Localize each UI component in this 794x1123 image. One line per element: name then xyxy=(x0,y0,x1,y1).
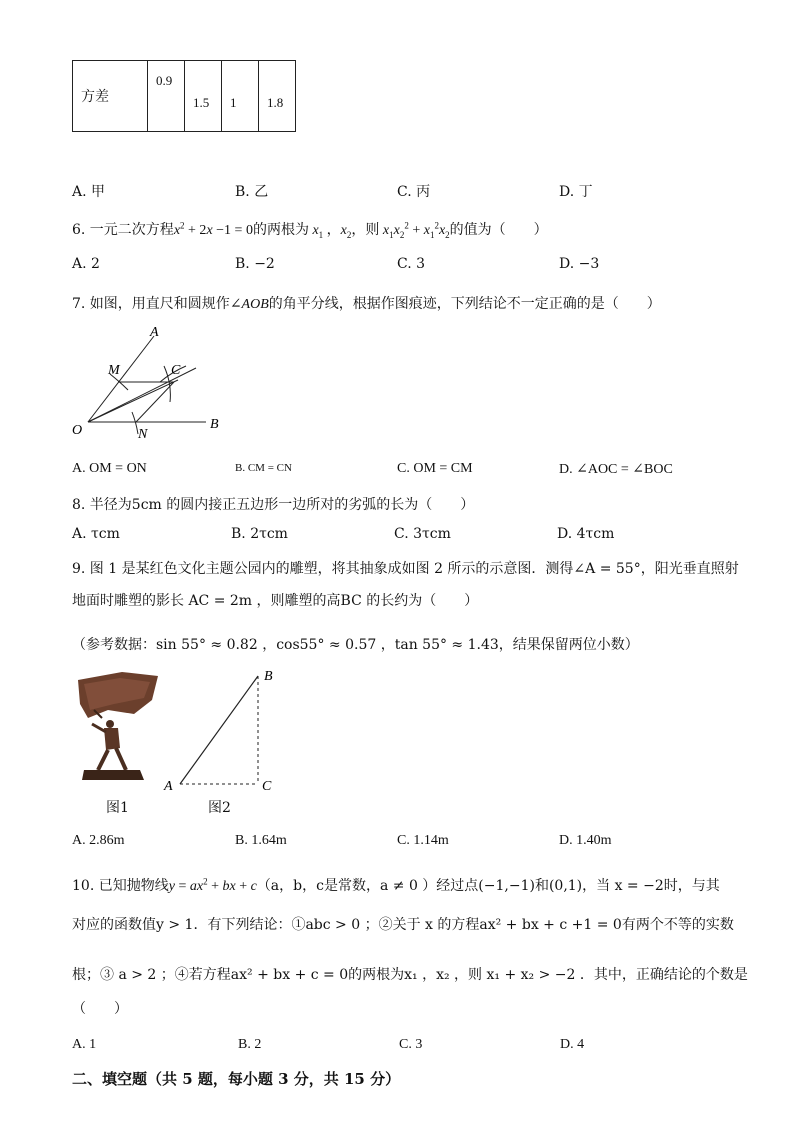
variance-table xyxy=(72,60,296,132)
q6-suffix: 的值为（ ） xyxy=(449,222,548,238)
q6-option-d[interactable]: D. −3 xyxy=(559,256,600,272)
sculpture-image xyxy=(74,670,160,784)
q7-option-c[interactable]: C. OM = CM xyxy=(397,461,473,476)
table-cell: 1 xyxy=(222,61,259,132)
label-a: A xyxy=(164,779,173,794)
q10-line1: 10. 已知抛物线$y = ax^2$ + bx + c（a，b，c是常数，a ≠ 0 ）经过点(−1,−1)和(0,1)，当 x = −2时，与其 xyxy=(72,876,720,894)
label-c: C xyxy=(171,363,181,378)
q10-line2: 对应的函数值y > 1．有下列结论：①abc > 0 ；②关于 x 的方程ax² + bx + c +1 = 0有两个不等的实数 xyxy=(72,917,734,933)
triangle-figure xyxy=(160,664,284,798)
q6-option-c[interactable]: C. 3 xyxy=(397,256,426,272)
table-cell: 1.8 xyxy=(259,61,296,132)
q10-line1b: （a，b，c是常数，a ≠ 0 ）经过点(−1,−1)和(0,1)，当 x = −2时，与其 xyxy=(256,878,720,894)
q8-option-a[interactable]: A. τcm xyxy=(72,526,120,542)
q7-angle: ∠AOB xyxy=(229,297,269,312)
q6-option-a[interactable]: A. 2 xyxy=(72,256,100,272)
q9-reference-data: （参考数据：sin 55° ≈ 0.82 ，cos55° ≈ 0.57 ，tan 55° ≈ 1.43，结果保留两位小数） xyxy=(72,637,639,653)
label-c: C xyxy=(262,779,272,794)
q10-option-b[interactable]: B. 2 xyxy=(238,1037,262,1052)
q5-option-d[interactable]: D. 丁 xyxy=(559,184,593,200)
q5-option-b[interactable]: B. 乙 xyxy=(235,184,269,200)
q9-line2: 地面时雕塑的影长 AC = 2m ，则雕塑的高BC 的长约为（ ） xyxy=(72,593,479,609)
q7-option-a[interactable]: A. OM = ON xyxy=(72,461,147,476)
ray-oa xyxy=(88,336,154,422)
q9-option-b[interactable]: B. 1.64m xyxy=(235,833,287,848)
label-b: B xyxy=(210,417,219,432)
label-n: N xyxy=(138,427,148,442)
q7-option-b[interactable]: B. CM = CN xyxy=(235,462,292,474)
table-label: 方差 xyxy=(73,61,148,132)
q8-stem: 8. 半径为5cm 的圆内接正五边形一边所对的劣弧的长为（ ） xyxy=(72,497,475,513)
q8-option-c[interactable]: C. 3τcm xyxy=(394,526,451,542)
q9-option-a[interactable]: A. 2.86m xyxy=(72,833,125,848)
label-m: M xyxy=(108,363,120,378)
q6-mid2: ，则 xyxy=(351,222,380,238)
label-a: A xyxy=(150,325,159,340)
q5-option-c[interactable]: C. 丙 xyxy=(397,184,431,200)
section-heading: 二、填空题（共 5 题，每小题 3 分，共 15 分） xyxy=(72,1070,401,1088)
q9-option-c[interactable]: C. 1.14m xyxy=(397,833,449,848)
q10-line1a: 10. 已知抛物线 xyxy=(72,878,169,894)
q5-option-a[interactable]: A. 甲 xyxy=(72,184,106,200)
table-cell: 1.5 xyxy=(185,61,222,132)
label-o: O xyxy=(72,423,83,438)
label-b: B xyxy=(264,669,273,684)
q7-option-d[interactable]: D. ∠AOC = ∠BOC xyxy=(559,462,673,477)
q6-stem: 6. 一元二次方程$x^2 + 2x -1 = 0$的两根为 $x_1$ ，$x_2$，则 $x_1x_2^2 + x_1^2x_2$的值为（ ） xyxy=(72,220,548,240)
q6-mid1: 的两根为 xyxy=(252,222,309,238)
q9-line1: 9. 图 1 是某红色文化主题公园内的雕塑，将其抽象成如图 2 所示的示意图．测得∠A = 55°，阳光垂直照射 xyxy=(72,561,739,577)
q10-option-c[interactable]: C. 3 xyxy=(399,1037,423,1052)
q9-option-d[interactable]: D. 1.40m xyxy=(559,833,612,848)
q10-option-a[interactable]: A. 1 xyxy=(72,1037,97,1052)
q8-option-d[interactable]: D. 4τcm xyxy=(557,526,615,542)
q10-line4: （ ） xyxy=(72,1001,128,1017)
fig2-caption: 图2 xyxy=(208,800,231,816)
q6-option-b[interactable]: B. −2 xyxy=(235,256,275,272)
fig1-caption: 图1 xyxy=(106,800,129,816)
table-row xyxy=(73,61,296,132)
q7-prefix: 7. 如图，用直尺和圆规作 xyxy=(72,296,230,312)
q10-line3: 根；③ a > 2 ；④若方程ax² + bx + c = 0的两根为x₁ ，x₂ ，则 x₁ + x₂ > −2 ．其中，正确结论的个数是 xyxy=(72,967,748,983)
q7-stem xyxy=(72,293,661,313)
q7-suffix: 的角平分线，根据作图痕迹，下列结论不一定正确的是（ ） xyxy=(268,296,661,312)
table-cell: 0.9 xyxy=(148,61,185,132)
angle-bisector-figure xyxy=(68,322,238,444)
q10-option-d[interactable]: D. 4 xyxy=(560,1037,585,1052)
q6-prefix: 6. 一元二次方程 xyxy=(72,222,174,238)
q8-option-b[interactable]: B. 2τcm xyxy=(231,526,288,542)
